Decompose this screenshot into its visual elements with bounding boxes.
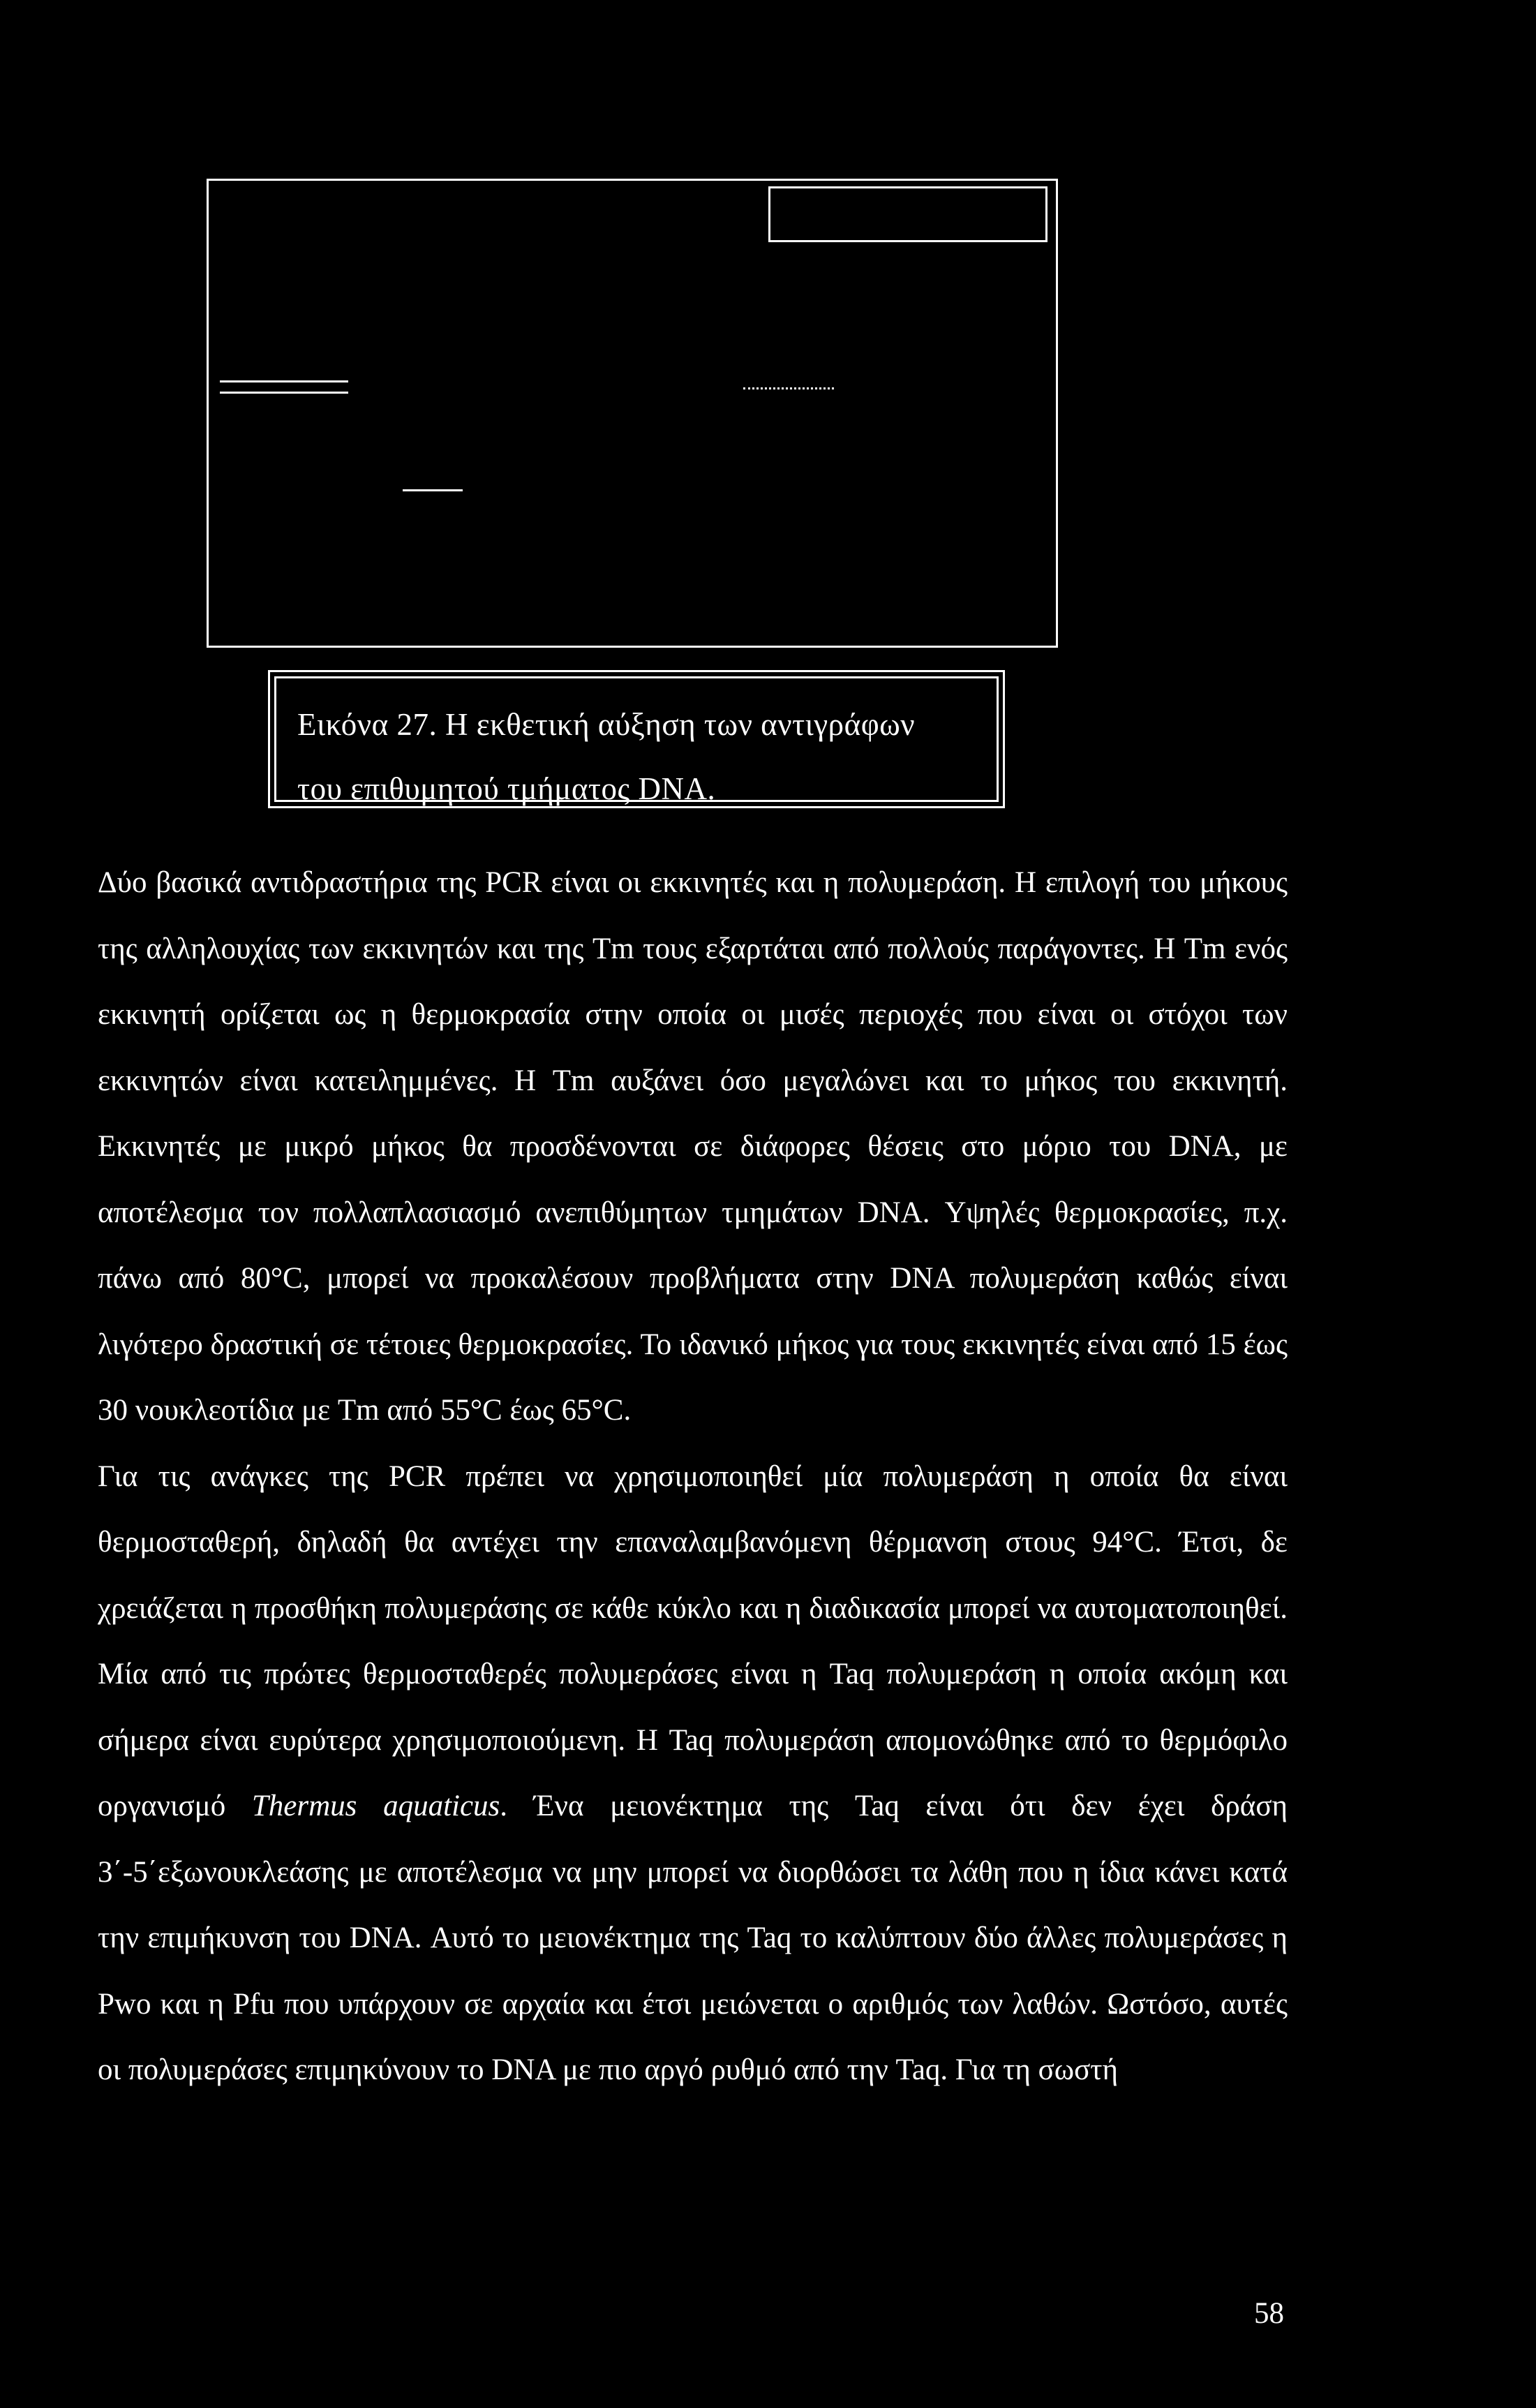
figure-line-left-2: [220, 392, 348, 394]
species-name: Thermus aquaticus: [251, 1790, 500, 1822]
paragraph-2-part-2: . Ένα μειονέκτημα της Taq είναι ότι δεν έχει δράση 3΄-5΄εξωνουκλεάσης με αποτέλεσμα να μην μπορεί να διορθώσει τα λάθη που η ίδια κάνει κατά την επιμήκυνση του DNA. Αυτό το μειονέκτημα της Taq το καλύπτουν δύο άλλες πολυμεράσες η Pwo και η Pfu που υπάρχουν σε αρχαία και έτσι μειώνεται ο αριθμός των λαθών. Ωστόσο, αυτές οι πολυμεράσες επιμηκύνουν το DNA με πιο αργό ρυθμό από την Taq. Για τη σωστή: [98, 1790, 1288, 2086]
figure-caption-inner: [274, 676, 999, 806]
figure-caption-box: [268, 670, 1005, 808]
figure-box: [768, 186, 1047, 242]
figure-line-left-1: [220, 380, 348, 382]
figure-image: [207, 179, 1058, 648]
figure-caption-line1: Εικόνα 27. Η εκθετική αύξηση των αντιγράφων: [297, 707, 916, 742]
figure-line-dotted: [743, 387, 834, 389]
figure-caption-line2: του επιθυμητού τμήματος DNA.: [297, 771, 716, 806]
paragraph-2: [98, 1444, 1288, 2104]
paragraph-1: Δύο βασικά αντιδραστήρια της PCR είναι οι εκκινητές και η πολυμεράση. Η επιλογή του μήκους της αλληλουχίας των εκκινητών και της Tm τους εξαρτάται από πολλούς παράγοντες. Η Tm ενός εκκινητή ορίζεται ως η θερμοκρασία στην οποία οι μισές περιοχές που είναι οι στόχοι των εκκινητών είναι κατειλημμένες. Η Tm αυξάνει όσο μεγαλώνει και το μήκος του εκκινητή. Εκκινητές με μικρό μήκος θα προσδένονται σε διάφορες θέσεις στο μόριο του DNA, με αποτέλεσμα τον πολλαπλασιασμό ανεπιθύμητων τμημάτων DNA. Υψηλές θερμοκρασίες, π.χ. πάνω από 80°C, μπορεί να προκαλέσουν προβλήματα στην DNA πολυμεράση καθώς είναι λιγότερο δραστική σε τέτοιες θερμοκρασίες. Το ιδανικό μήκος για τους εκκινητές είναι από 15 έως 30 νουκλεοτίδια με Tm από 55°C έως 65°C.: [98, 866, 1288, 1427]
body-text: [98, 850, 1288, 2104]
page-number: 58: [1254, 2297, 1284, 2330]
figure-line-short: [403, 489, 463, 491]
paragraph-2-part-1: Για τις ανάγκες της PCR πρέπει να χρησιμοποιηθεί μία πολυμεράση η οποία θα είναι θερμοσταθερή, δηλαδή θα αντέχει την επαναλαμβανόμενη θέρμανση στους 94°C. Έτσι, δε χρειάζεται η προσθήκη πολυμεράσης σε κάθε κύκλο και η διαδικασία μπορεί να αυτοματοποιηθεί. Μία από τις πρώτες θερμοσταθερές πολυμεράσες είναι η Taq πολυμεράση η οποία ακόμη και σήμερα είναι ευρύτερα χρησιμοποιούμενη. Η Taq πολυμεράση απομονώθηκε από το θερμόφιλο οργανισμό: [98, 1459, 1288, 1822]
